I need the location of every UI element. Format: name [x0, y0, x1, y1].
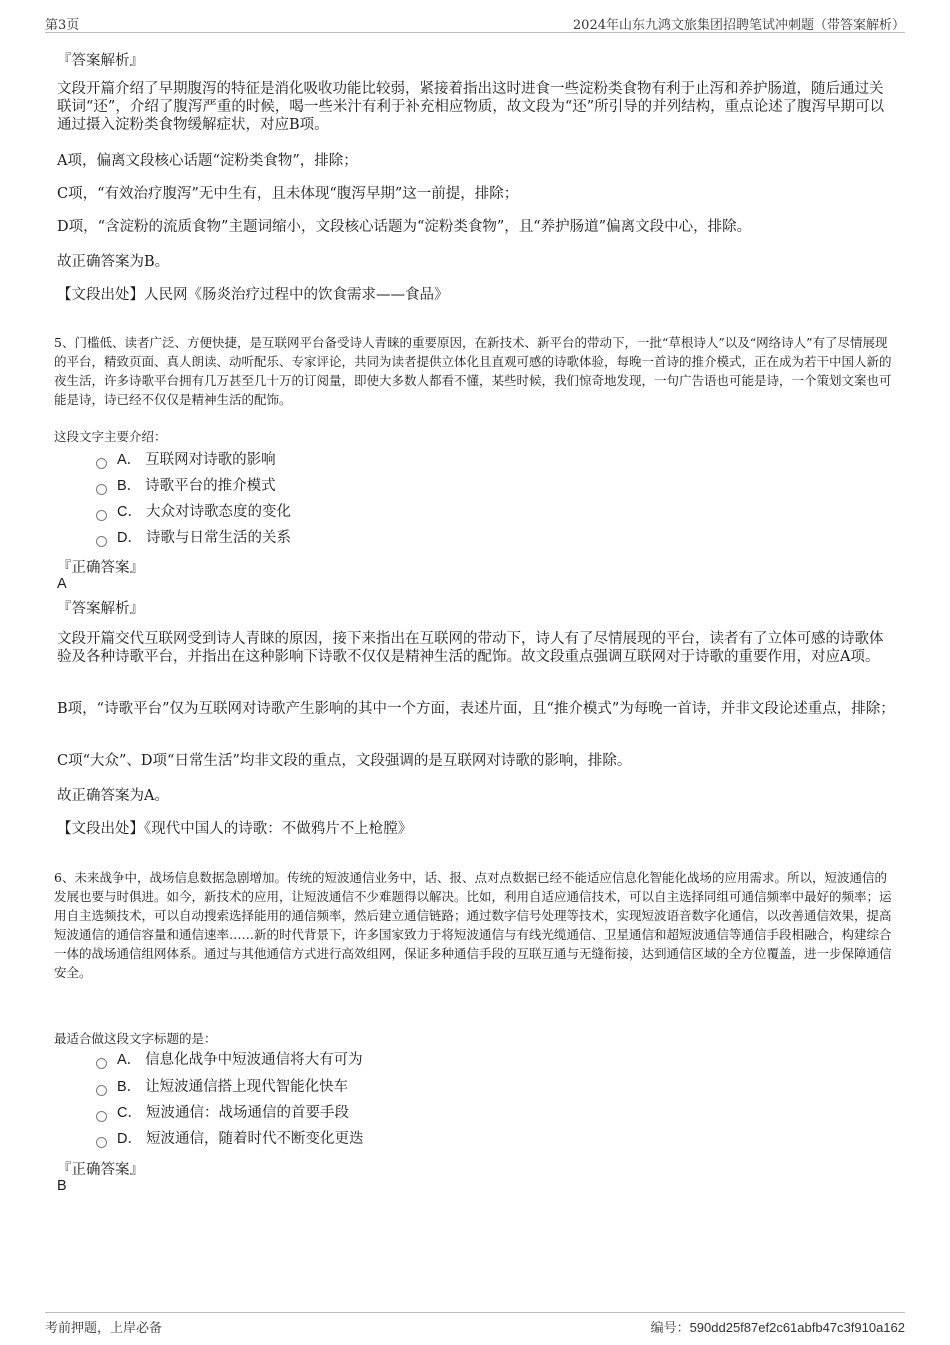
page-number: 第3页 [45, 18, 80, 33]
q5-option-cd-note: C项“大众”、D项“日常生活”均非文段的重点，文段强调的是互联网对诗歌的影响，排除。 [57, 753, 632, 769]
option-text: 诗歌平台的推介模式 [145, 478, 276, 494]
option-text: 信息化战争中短波通信将大有可为 [145, 1052, 363, 1068]
radio-icon[interactable] [96, 1111, 107, 1122]
option-text: 诗歌与日常生活的关系 [145, 530, 291, 546]
page-footer [45, 1312, 905, 1335]
q5-analysis-label: 『答案解析』 [57, 601, 144, 617]
q4-option-a-note: A项，偏离文段核心话题“淀粉类食物”，排除； [57, 153, 358, 169]
option-letter: A． [117, 452, 142, 468]
q6-option-c[interactable] [96, 1103, 349, 1123]
document-title: 2024年山东九鸿文旅集团招聘笔试冲刺题（带答案解析） [572, 18, 905, 33]
option-letter: D． [117, 1131, 142, 1147]
option-letter: A． [117, 1052, 142, 1068]
q6-option-b[interactable] [96, 1077, 348, 1097]
option-letter: B． [117, 478, 142, 494]
radio-icon[interactable] [96, 1058, 107, 1069]
q4-analysis: 文段开篇介绍了早期腹泻的特征是消化吸收功能比较弱，紧接着指出这时进食一些淀粉类食物有利于止泻和养护肠道，随后通过关联词“还”，介绍了腹泻严重的时候，喝一些米汁有利于补充相应物质，故文段为“还”所引导的并列结构，重点论述了腹泻早期可以通过摄入淀粉类食物缓解症状，对应B项。 [57, 81, 885, 133]
footer-slogan: 考前押题，上岸必备 [45, 1321, 163, 1336]
q6-prompt: 最适合做这段文字标题的是： [54, 1030, 217, 1046]
radio-icon[interactable] [96, 1137, 107, 1148]
radio-icon[interactable] [96, 1085, 107, 1096]
q6-option-d[interactable] [96, 1129, 363, 1149]
q6-option-a[interactable] [96, 1050, 363, 1070]
q5-option-c[interactable] [96, 502, 291, 522]
q4-analysis-label: 『答案解析』 [57, 53, 144, 69]
q4-option-c-note: C项，“有效治疗腹泻”无中生有，且未体现“腹泻早期”这一前提，排除； [57, 186, 519, 202]
q5-source [57, 820, 895, 838]
option-text: 让短波通信搭上现代智能化快车 [145, 1079, 349, 1095]
q5-option-b-note: B项，“诗歌平台”仅为互联网对诗歌产生影响的其中一个方面，表述片面，且“推介模式”为每晚一首诗，并非文段论述重点，排除； [57, 701, 895, 717]
source-label: 【文段出处】 [57, 287, 144, 303]
radio-icon[interactable] [96, 536, 107, 547]
option-letter: B． [117, 1079, 142, 1095]
option-letter: C． [117, 1105, 142, 1121]
q5-option-a[interactable] [96, 450, 276, 470]
source-label: 【文段出处】 [57, 821, 144, 837]
source-text: 人民网《肠炎治疗过程中的饮食需求——食品》 [144, 287, 449, 303]
q5-analysis: 文段开篇交代互联网受到诗人青睐的原因，接下来指出在互联网的带动下，诗人有了尽情展现的平台，读者有了立体可感的诗歌体验及各种诗歌平台，并指出在这种影响下诗歌不仅仅是精神生活的配饰。故文段重点强调互联网对于诗歌的重要作用，对应A项。 [57, 631, 884, 665]
q5-answer-label: 『正确答案』 [57, 560, 144, 576]
q5-option-d[interactable] [96, 528, 291, 548]
option-text: 短波通信，随着时代不断变化更迭 [145, 1131, 364, 1147]
q5-prompt: 这段文字主要介绍： [54, 428, 167, 444]
radio-icon[interactable] [96, 458, 107, 469]
option-text: 大众对诗歌态度的变化 [145, 504, 291, 520]
q5-question-text: 5、门槛低、读者广泛、方便快捷，是互联网平台备受诗人青睐的重要原因，在新技术、新平台的带动下，一批“草根诗人”以及“网络诗人”有了尽情展现的平台，精致页面、真人朗读、动听配乐、专家评论，共同为读者提供立体化且直观可感的诗歌体验，每晚一首诗的推介模式，正在成为若干中国人新的夜生活，许多诗歌平台拥有几万甚至几十万的订阅量，即使大多数人都看不懂，某些时候，我们惊奇地发现，一句广告语也可能是诗，一个策划文案也可能是诗，诗已经不仅仅是精神生活的配饰。 [54, 334, 892, 407]
q6-question-text: 6、未来战争中，战场信息数据急剧增加。传统的短波通信业务中，话、报、点对点数据已经不能适应信息化智能化战场的应用需求。所以，短波通信的发展也要与时俱进。如今，新技术的应用，让短波通信不少难题得以解决。比如，利用自适应通信技术，可以自主选择同组可通信频率中最好的频率；运用自主选频技术，可以自动搜索选择能用的通信频率，然后建立通信链路；通过数字信号处理等技术，实现短波语音数字化通信，以改善通信效果，提高短波通信的通信容量和通信速率……新的时代背景下，许多国家致力于将短波通信与有线光缆通信、卫星通信和超短波通信等通信手段相融合，构建综合一体的战场通信组网体系。通过与其他通信方式进行高效组网，保证多种通信手段的互联互通与无缝衔接，达到通信区域的全方位覆盖，进一步保障通信安全。 [54, 869, 892, 980]
q5-option-b[interactable] [96, 476, 276, 496]
q4-conclusion: 故正确答案为B。 [57, 254, 170, 270]
option-letter: C． [117, 504, 142, 520]
q6-answer-label: 『正确答案』 [57, 1162, 144, 1178]
document-code: 编号：590dd25f87ef2c61abfb47c3f910a162 [650, 1320, 905, 1335]
q6-answer: B [57, 1178, 67, 1194]
option-text: 互联网对诗歌的影响 [145, 452, 276, 468]
q5-answer: A [57, 576, 67, 592]
radio-icon[interactable] [96, 484, 107, 495]
source-text: 《现代中国人的诗歌：不做鸦片不上枪膛》 [144, 821, 413, 837]
page-header [45, 12, 905, 33]
option-text: 短波通信：战场通信的首要手段 [145, 1105, 349, 1121]
q4-source [57, 286, 895, 304]
q5-conclusion: 故正确答案为A。 [57, 788, 169, 804]
q4-option-d-note: D项，“含淀粉的流质食物”主题词缩小，文段核心话题为“淀粉类食物”，且“养护肠道”偏离文段中心，排除。 [57, 219, 752, 235]
option-letter: D． [117, 530, 142, 546]
radio-icon[interactable] [96, 510, 107, 521]
